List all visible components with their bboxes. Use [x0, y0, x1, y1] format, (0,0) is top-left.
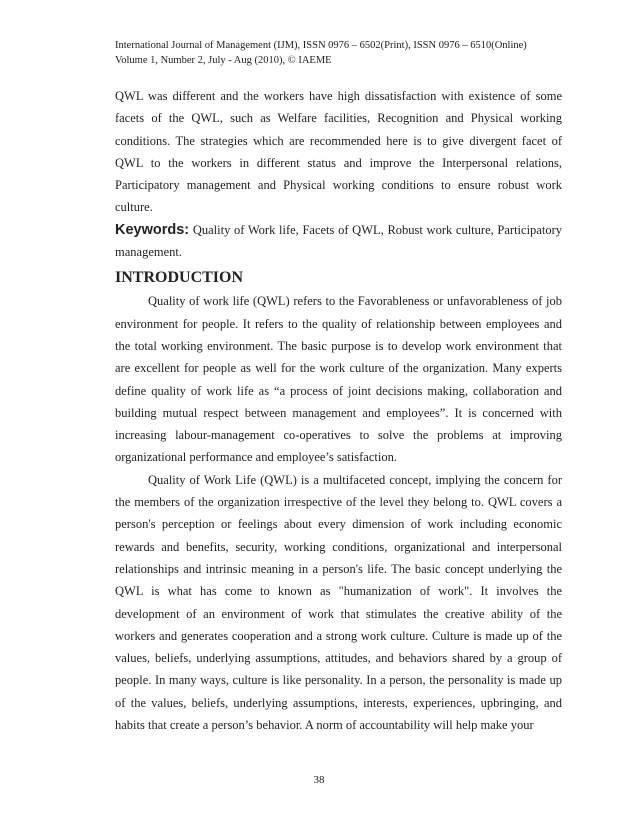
keywords-label: Keywords:	[115, 221, 190, 238]
keywords-text: Quality of Work life, Facets of QWL, Robust work culture, Participatory management.	[115, 222, 562, 260]
running-header	[115, 38, 555, 68]
intro-paragraph-2: Quality of Work Life (QWL) is a multifaceted concept, implying the concern for the members of the organization irrespective of the level they belong to. QWL covers a person's perception or feelings about every dimension of work including economic rewards and benefits, security, working conditions, organizational and interpersonal relationships and intrinsic meaning in a person's life. The basic concept underlying the QWL is what has come to known as "humanization of work". It involves the development of an environment of work that stimulates the creative ability of the workers and generates cooperation and a strong work culture. Culture is made up of the values, beliefs, underlying assumptions, attitudes, and behaviors shared by a group of people. In many ways, culture is like personality. In a person, the personality is made up of the values, beliefs, underlying assumptions, interests, experiences, upbringing, and habits that create a person’s behavior. A norm of accountability will help make your	[115, 472, 562, 733]
keywords-paragraph	[115, 219, 562, 264]
section-heading-introduction: INTRODUCTION	[115, 269, 244, 287]
intro-paragraph-1: Quality of work life (QWL) refers to the Favorableness or unfavorableness of job environment for people. It refers to the quality of relationship between employees and the total working environment. The basic purpose is to develop work environment that are excellent for people as well for the work culture of the organization. Many experts define quality of work life as “a process of joint decisions making, collaboration and building mutual respect between management and employees”. It is concerned with increasing labour-management co-operatives to solve the problems at improving organizational performance and employee’s satisfaction.	[115, 294, 562, 465]
page-number: 38	[313, 774, 325, 786]
page-body	[115, 85, 562, 736]
header-volume-line: Volume 1, Number 2, July - Aug (2010), © IAEME	[115, 55, 332, 66]
abstract-tail-paragraph: QWL was different and the workers have high dissatisfaction with existence of some facets of the QWL, such as Welfare facilities, Recognition and Physical working conditions. The strategies which are recommended here is to give divergent facet of QWL to the workers in different status and improve the Interpersonal relations, Participatory management and Physical working conditions to ensure robust work culture.	[115, 89, 562, 215]
header-journal-line: International Journal of Management (IJM), ISSN 0976 – 6502(Print), ISSN 0976 – 6510(Online)	[115, 40, 527, 51]
